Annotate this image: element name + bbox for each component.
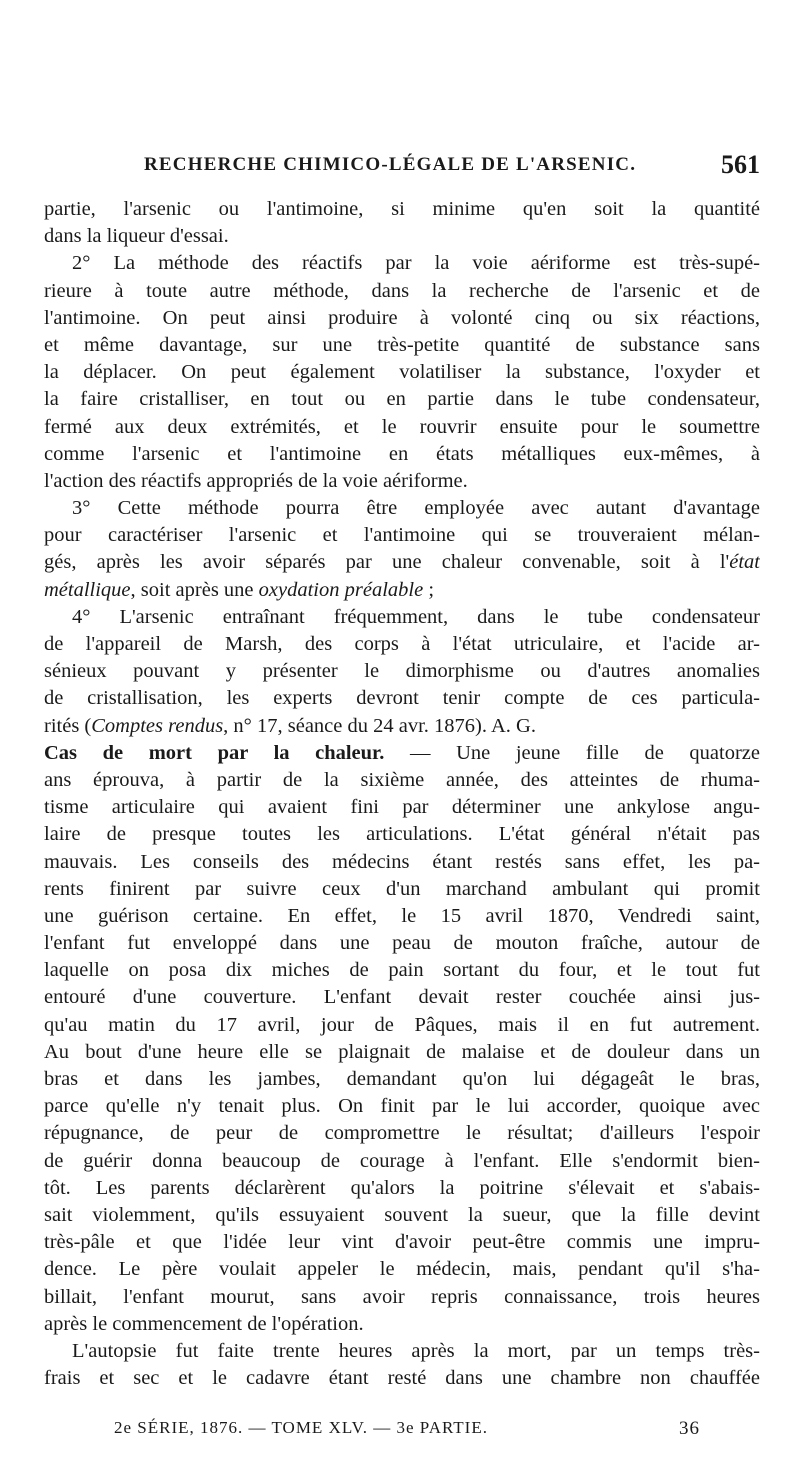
text-line: qu'au matin du 17 avril, jour de Pâques, mais il en fut autrement. — [44, 1013, 760, 1036]
text-line — [44, 713, 760, 740]
text-line: l'antimoine. On peut ainsi produire à volonté cinq ou six réactions, — [44, 306, 760, 329]
text-line: laire de presque toutes les articulations. L'état général n'était pas — [44, 823, 760, 846]
text-run: , soit après une — [130, 578, 259, 601]
text-line: pour caractériser l'arsenic et l'antimoine qui se trouveraient mélan- — [44, 524, 760, 547]
italic-term: métallique — [44, 578, 131, 601]
text-line: et même davantage, sur une très-petite quantité de substance sans — [44, 333, 760, 356]
italic-term: oxydation préalable — [258, 578, 424, 601]
text-line: tisme articulaire qui avaient fini par déterminer une ankylose angu- — [44, 796, 760, 819]
text-run: gés, après les avoir séparés par une chaleur convenable, soit à l' — [44, 551, 730, 574]
text-line — [44, 577, 760, 604]
text-run: ; — [423, 578, 435, 601]
text-line: l'enfant fut enveloppé dans une peau de mouton fraîche, autour de — [44, 932, 760, 955]
text-line: de guérir donna beaucoup de courage à l'enfant. Elle s'endormit bien- — [44, 1149, 760, 1172]
text-line: sénieux pouvant y présenter le dimorphisme ou d'autres anomalies — [44, 660, 760, 683]
page-number: 561 — [721, 150, 760, 179]
text-line: 4° L'arsenic entraînant fréquemment, dans le tube condensateur — [72, 605, 760, 628]
text-line: Au bout d'une heure elle se plaignait de malaise et de douleur dans un — [44, 1040, 760, 1063]
text-line: partie, l'arsenic ou l'antimoine, si minime qu'en soit la quantité — [44, 198, 760, 220]
text-line: de l'appareil de Marsh, des corps à l'état utriculaire, et l'acide ar- — [44, 633, 760, 655]
text-line: répugnance, de peur de compromettre le résultat; d'ailleurs l'espoir — [44, 1122, 760, 1145]
page-footer — [44, 1418, 760, 1444]
section-heading: Cas de mort par la chaleur. — [44, 741, 385, 764]
text-line: frais et sec et le cadavre étant resté dans une chambre non chauffée — [44, 1367, 760, 1390]
italic-term: état — [729, 551, 760, 574]
text-line: sait violemment, qu'ils essuyaient souvent la sueur, que la fille devint — [44, 1203, 760, 1226]
text-line: l'action des réactifs appropriés de la voie aériforme. — [44, 469, 468, 492]
text-line — [44, 740, 760, 767]
body-text — [44, 196, 760, 1392]
text-line: dans la liqueur d'essai. — [44, 225, 229, 248]
italic-term: Comptes rendus — [91, 714, 224, 737]
text-line: ans éprouva, à partir de la sixième année, des atteintes de rhuma- — [44, 768, 760, 791]
text-line: laquelle on posa dix miches de pain sortant du four, et le tout fut — [44, 959, 760, 982]
text-line: comme l'arsenic et l'antimoine en états métalliques eux-mêmes, à — [44, 442, 760, 465]
text-line: une guérison certaine. En effet, le 15 avril 1870, Vendredi saint, — [44, 904, 760, 927]
text-line: fermé aux deux extrémités, et le rouvrir ensuite pour le soumettre — [44, 415, 760, 438]
running-head-title: RECHERCHE CHIMICO-LÉGALE DE L'ARSENIC. — [144, 154, 637, 175]
text-line: parce qu'elle n'y tenait plus. On finit par le lui accorder, quoique avec — [44, 1095, 760, 1118]
text-run: , n° 17, séance du 24 avr. 1876). A. G. — [223, 714, 536, 737]
text-line: très-pâle et que l'idée leur vint d'avoir peut-être commis une impru- — [44, 1231, 760, 1254]
text-line: de cristallisation, les experts devront tenir compte de ces particula- — [44, 687, 760, 710]
text-line: la faire cristalliser, en tout ou en partie dans le tube condensateur, — [44, 388, 760, 411]
text-line: L'autopsie fut faite trente heures après la mort, par un temps très- — [72, 1339, 760, 1362]
text-line: rieure à toute autre méthode, dans la recherche de l'arsenic et de — [44, 279, 760, 302]
text-line: entouré d'une couverture. L'enfant devait rester couchée ainsi jus- — [44, 986, 760, 1009]
footer-series-info: 2e SÉRIE, 1876. — TOME XLV. — 3e PARTIE. — [114, 1418, 488, 1437]
text-line: tôt. Les parents déclarèrent qu'alors la poitrine s'élevait et s'abais- — [44, 1176, 760, 1199]
text-line: 3° Cette méthode pourra être employée avec autant d'avantage — [72, 497, 760, 520]
text-line: dence. Le père voulait appeler le médecin, mais, pendant qu'il s'ha- — [44, 1258, 760, 1281]
text-line: mauvais. Les conseils des médecins étant restés sans effet, les pa- — [44, 850, 760, 873]
footer-signature: 36 — [679, 1418, 700, 1439]
text-line: 2° La méthode des réactifs par la voie aériforme est très-supé- — [72, 252, 760, 275]
running-head — [44, 150, 760, 184]
text-run: rités ( — [44, 714, 92, 737]
text-run: — Une jeune fille de quatorze — [384, 741, 760, 764]
text-line: après le commencement de l'opération. — [44, 1312, 364, 1335]
text-line: billait, l'enfant mourut, sans avoir repris connaissance, trois heures — [44, 1285, 760, 1308]
text-line: rents finirent par suivre ceux d'un marchand ambulant qui promit — [44, 877, 760, 900]
text-line: la déplacer. On peut également volatiliser la substance, l'oxyder et — [44, 361, 760, 384]
text-line — [44, 549, 760, 576]
text-line: bras et dans les jambes, demandant qu'on lui dégageât le bras, — [44, 1068, 760, 1090]
